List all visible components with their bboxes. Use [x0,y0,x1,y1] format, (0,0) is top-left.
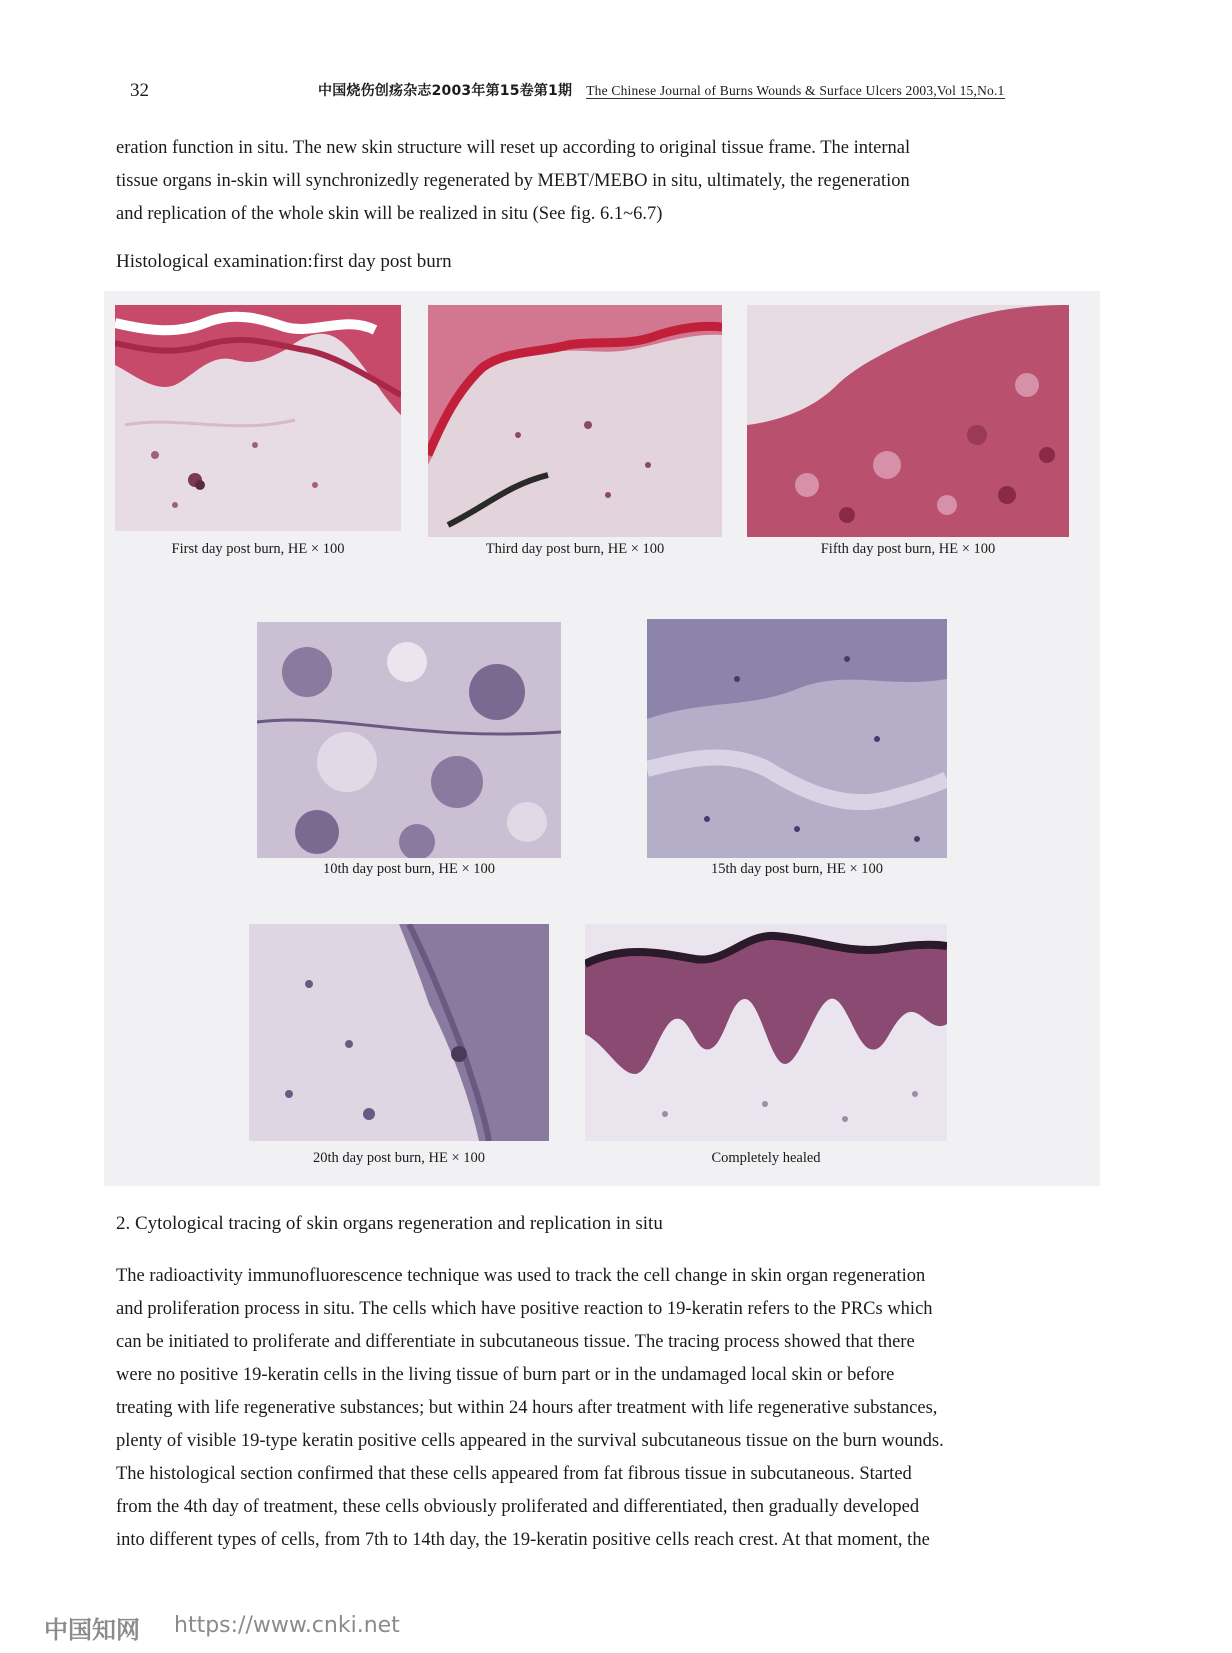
cytology-line: from the 4th day of treatment, these cells obviously proliferated and differentiated, then gradually developed [116,1497,920,1517]
caption-completely-healed: Completely healed [711,1150,821,1166]
cytology-line: and proliferation process in situ. The cells which have positive reaction to 19-keratin refers to the PRCs which [116,1299,933,1319]
intro-line: tissue organs in-skin will synchronizedly regenerated by MEBT/MEBO in situ, ultimately, the regeneration [116,171,910,191]
cytology-line: The radioactivity immunofluorescence technique was used to track the cell change in skin organ regeneration [116,1266,926,1286]
cnki-url-link[interactable]: https://www.cnki.net [174,1613,400,1638]
cytology-line: were no positive 19-keratin cells in the living tissue of burn part or in the undamaged local skin or before [116,1365,895,1385]
cytology-line: treating with life regenerative substances; but within 24 hours after treatment with life regenerative substances, [116,1398,938,1418]
caption-fifth-day: Fifth day post burn, HE × 100 [820,541,996,557]
caption-20th-day: 20th day post burn, HE × 100 [312,1150,486,1166]
cytology-line: The histological section confirmed that these cells appeared from fat fibrous tissue in subcutaneous. Started [116,1464,912,1484]
micrograph-20th-day [249,924,549,1141]
caption-third-day: Third day post burn, HE × 100 [485,541,665,557]
caption-15th-day: 15th day post burn, HE × 100 [710,861,884,877]
micrograph-first-day [115,305,401,531]
figure-panel [104,291,1100,1186]
section-2-heading: 2. Cytological tracing of skin organs regeneration and replication in situ [116,1213,663,1234]
cytology-line: plenty of visible 19-type keratin positive cells appeared in the survival subcutaneous tissue on the burn wounds. [116,1431,944,1451]
histology-heading: Histological examination:first day post burn [116,251,452,272]
micrograph-third-day [428,305,722,537]
caption-10th-day: 10th day post burn, HE × 100 [322,861,496,877]
caption-first-day: First day post burn, HE × 100 [171,541,345,557]
cytology-paragraph [116,1260,1068,1557]
micrograph-fifth-day [747,305,1069,537]
micrograph-10th-day [257,622,561,858]
micrograph-completely-healed [585,924,947,1141]
cnki-logo: 中国知网 [44,1616,140,1644]
page-number: 32 [130,80,149,101]
micrograph-15th-day [647,619,947,858]
cytology-line: can be initiated to proliferate and differentiate in subcutaneous tissue. The tracing process showed that there [116,1332,915,1352]
journal-title-english: The Chinese Journal of Burns Wounds & Surface Ulcers 2003,Vol 15,No.1 [586,83,1005,98]
cytology-line: into different types of cells, from 7th to 14th day, the 19-keratin positive cells reach crest. At that moment, the [116,1530,930,1550]
journal-title-chinese: 中国烧伤创疡杂志2003年第15卷第1期 [318,83,573,99]
intro-line: eration function in situ. The new skin structure will reset up according to original tissue frame. The internal [116,138,911,158]
intro-line: and replication of the whole skin will be realized in situ (See fig. 6.1~6.7) [116,204,663,224]
intro-paragraph [116,132,1068,231]
running-header [318,80,1005,100]
